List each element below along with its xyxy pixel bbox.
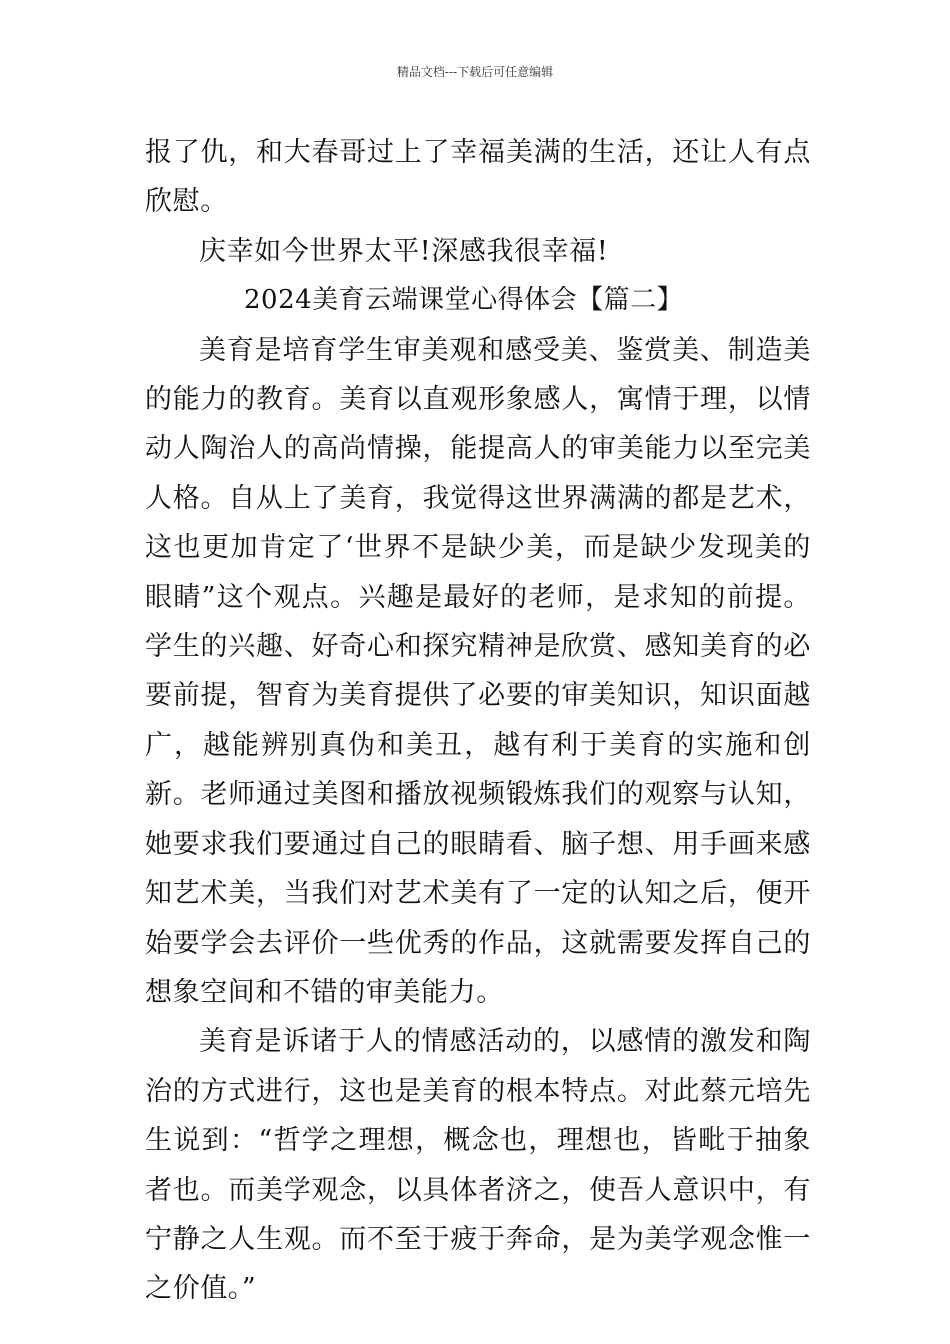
page-header: 精品文档---下载后可任意编辑 xyxy=(396,65,554,79)
section-title: 2024美育云端课堂心得体会【篇二】 xyxy=(244,285,684,316)
paragraph-continuation: 报了仇，和大春哥过上了幸福美满的生活，还让人有点欣慰。 xyxy=(145,137,811,218)
paragraph-aesthetic-education: 美育是培育学生审美观和感受美、鉴赏美、制造美的能力的教育。美育以直观形象感人，寓情于理，以情动人陶治人的高尚情操，能提高人的审美能力以至完美人格。自从上了美育，我觉得这世界满满的都是艺术，这也更加肯定了‘世界不是缺少美，而是缺少发现美的眼睛”这个观点。兴趣是最好的老师，是求知的前提。学生的兴趣、好奇心和探究精神是欣赏、感知美育的必要前提，智育为美育提供了必要的审美知识，知识面越广，越能辨别真伪和美丑，越有利于美育的实施和创新。老师通过美图和播放视频锻炼我们的观察与认知，她要求我们要通过自己的眼睛看、脑子想、用手画来感知艺术美，当我们对艺术美有了一定的认知之后，便开始要学会去评价一些优秀的作品，这就需要发挥自己的想象空间和不错的审美能力。 xyxy=(145,334,811,1008)
paragraph-cai-yuanpei-quote: 美育是诉诸于人的情感活动的，以感情的激发和陶治的方式进行，这也是美育的根本特点。对此蔡元培先生说到：“哲学之理想，概念也，理想也，皆毗于抽象者也。而美学观念，以具体者济之，使吾人意识中，有宁静之人生观。而不至于疲于奔命，是为美学观念惟一之价值。” xyxy=(145,1026,811,1305)
document-body xyxy=(145,128,811,1314)
paragraph-closing-remark: 庆幸如今世界太平!深感我很幸福! xyxy=(199,235,609,267)
